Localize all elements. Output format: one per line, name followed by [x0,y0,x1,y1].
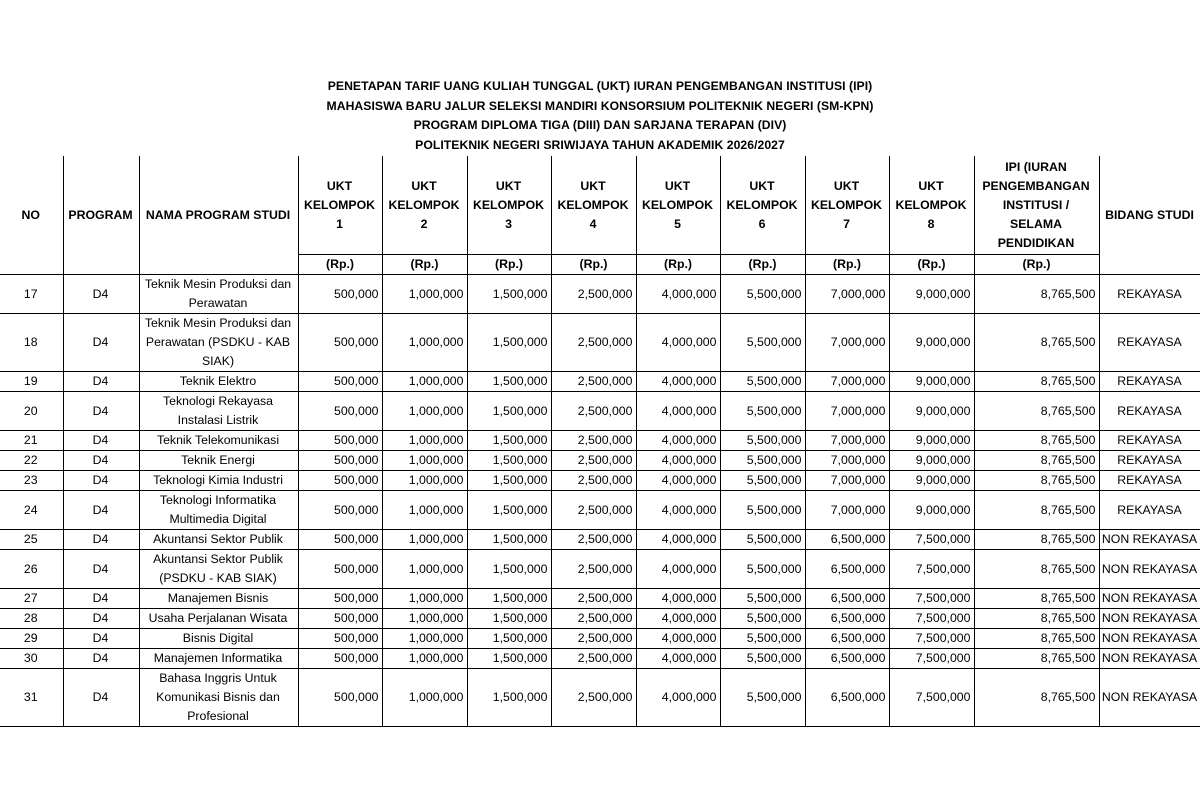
cell-ukt-kelompok-2: 1,000,000 [382,530,467,550]
cell-ukt-kelompok-5: 4,000,000 [636,530,720,550]
cell-no: 20 [0,392,63,431]
header-kelompok-label: KELOMPOK 3 [472,197,545,231]
cell-program: D4 [63,372,139,392]
program-name-line: Profesional [187,709,249,723]
cell-nama-program-studi [139,471,298,491]
header-kelompok-label: KELOMPOK 5 [641,197,714,231]
header-kelompok-label: KELOMPOK 4 [557,197,629,231]
cell-ukt-kelompok-4: 2,500,000 [551,431,636,451]
cell-ipi: 8,765,500 [974,629,1099,649]
cell-nama-program-studi [139,609,298,629]
cell-ukt-kelompok-2: 1,000,000 [382,451,467,471]
cell-ukt-kelompok-7: 7,000,000 [805,451,889,471]
cell-program: D4 [63,649,139,669]
fee-table [0,156,1200,727]
header-ukt-kelompok-4 [551,156,636,255]
table-row [0,451,1200,471]
header-unit-rp: (Rp.) [889,255,974,275]
table-row [0,431,1200,451]
program-name-line: Komunikasi Bisnis dan [156,690,280,704]
header-unit-rp: (Rp.) [551,255,636,275]
cell-program: D4 [63,669,139,727]
cell-ukt-kelompok-3: 1,500,000 [467,530,551,550]
header-ukt-label: UKT [326,178,353,193]
header-unit-rp: (Rp.) [636,255,720,275]
cell-nama-program-studi [139,392,298,431]
program-name-line: SIAK) [201,354,235,368]
cell-ukt-kelompok-7: 6,500,000 [805,530,889,550]
title-line-4: POLITEKNIK NEGERI SRIWIJAYA TAHUN AKADEMIK 2026/2027 [415,137,785,152]
table-row [0,550,1200,589]
cell-ukt-kelompok-7: 7,000,000 [805,431,889,451]
program-name-line: Bisnis Digital [182,631,254,645]
header-ukt-kelompok-7 [805,156,889,255]
cell-ukt-kelompok-4: 2,500,000 [551,629,636,649]
cell-bidang-studi: REKAYASA [1099,471,1200,491]
cell-ukt-kelompok-2: 1,000,000 [382,471,467,491]
cell-program: D4 [63,314,139,372]
header-program: PROGRAM [63,156,139,275]
header-nama-program-studi: NAMA PROGRAM STUDI [139,156,298,275]
cell-ipi: 8,765,500 [974,471,1099,491]
program-name-line: Manajemen Bisnis [167,591,269,605]
cell-ukt-kelompok-5: 4,000,000 [636,491,720,530]
table-row [0,669,1200,727]
header-ukt-label: UKT [664,178,691,193]
cell-ukt-kelompok-2: 1,000,000 [382,649,467,669]
title-line-2: MAHASISWA BARU JALUR SELEKSI MANDIRI KONSORSIUM POLITEKNIK NEGERI (SM-KPN) [326,98,874,113]
cell-no: 19 [0,372,63,392]
cell-program: D4 [63,609,139,629]
header-unit-rp: (Rp.) [467,255,551,275]
cell-ukt-kelompok-3: 1,500,000 [467,669,551,727]
cell-ukt-kelompok-8: 7,500,000 [889,669,974,727]
cell-ukt-kelompok-1: 500,000 [298,530,382,550]
program-name-line: Teknologi Kimia Industri [153,473,283,487]
cell-ukt-kelompok-5: 4,000,000 [636,451,720,471]
cell-ukt-kelompok-6: 5,500,000 [720,609,805,629]
cell-ukt-kelompok-3: 1,500,000 [467,431,551,451]
cell-program: D4 [63,589,139,609]
cell-ukt-kelompok-5: 4,000,000 [636,471,720,491]
cell-ukt-kelompok-5: 4,000,000 [636,669,720,727]
cell-ukt-kelompok-1: 500,000 [298,314,382,372]
cell-ukt-kelompok-4: 2,500,000 [551,491,636,530]
cell-ukt-kelompok-8: 9,000,000 [889,314,974,372]
table-row [0,491,1200,530]
table-row [0,314,1200,372]
header-ukt-label: UKT [411,178,437,193]
program-name-line: Usaha Perjalanan Wisata [148,611,288,625]
table-row [0,629,1200,649]
cell-ukt-kelompok-3: 1,500,000 [467,372,551,392]
cell-ukt-kelompok-1: 500,000 [298,275,382,314]
cell-ukt-kelompok-6: 5,500,000 [720,471,805,491]
cell-ukt-kelompok-1: 500,000 [298,372,382,392]
cell-nama-program-studi [139,451,298,471]
cell-ukt-kelompok-4: 2,500,000 [551,589,636,609]
cell-ipi: 8,765,500 [974,372,1099,392]
table-row [0,530,1200,550]
cell-ukt-kelompok-1: 500,000 [298,550,382,589]
cell-nama-program-studi [139,275,298,314]
cell-ukt-kelompok-6: 5,500,000 [720,314,805,372]
header-ukt-label: UKT [833,178,860,193]
cell-program: D4 [63,491,139,530]
cell-ukt-kelompok-1: 500,000 [298,451,382,471]
cell-program: D4 [63,471,139,491]
cell-ukt-kelompok-8: 9,000,000 [889,491,974,530]
cell-ukt-kelompok-5: 4,000,000 [636,609,720,629]
cell-bidang-studi: NON REKAYASA [1099,649,1200,669]
cell-ukt-kelompok-5: 4,000,000 [636,629,720,649]
cell-ukt-kelompok-5: 4,000,000 [636,550,720,589]
header-unit-rp: (Rp.) [720,255,805,275]
cell-program: D4 [63,629,139,649]
header-ukt-kelompok-5 [636,156,720,255]
program-name-line: Teknologi Rekayasa [162,394,274,408]
cell-ukt-kelompok-8: 7,500,000 [889,550,974,589]
program-name-line: Instalasi Listrik [177,413,259,427]
cell-ukt-kelompok-3: 1,500,000 [467,649,551,669]
program-name-line: (PSDKU - KAB SIAK) [159,571,277,585]
cell-bidang-studi: REKAYASA [1099,431,1200,451]
cell-ukt-kelompok-3: 1,500,000 [467,314,551,372]
cell-ukt-kelompok-4: 2,500,000 [551,471,636,491]
header-ukt-kelompok-1 [298,156,382,255]
cell-no: 29 [0,629,63,649]
cell-ukt-kelompok-8: 9,000,000 [889,451,974,471]
cell-ipi: 8,765,500 [974,589,1099,609]
cell-ipi: 8,765,500 [974,669,1099,727]
cell-nama-program-studi [139,589,298,609]
cell-ipi: 8,765,500 [974,275,1099,314]
cell-ukt-kelompok-6: 5,500,000 [720,649,805,669]
cell-ukt-kelompok-1: 500,000 [298,669,382,727]
cell-program: D4 [63,392,139,431]
title-line-3: PROGRAM DIPLOMA TIGA (DIII) DAN SARJANA TERAPAN (DIV) [413,118,787,132]
cell-ukt-kelompok-8: 9,000,000 [889,431,974,451]
cell-ukt-kelompok-8: 9,000,000 [889,275,974,314]
table-row [0,609,1200,629]
program-name-line: Teknik Energi [181,453,255,467]
cell-bidang-studi: REKAYASA [1099,372,1200,392]
cell-ukt-kelompok-5: 4,000,000 [636,372,720,392]
program-name-line: Teknologi Informatika [159,493,277,507]
cell-ukt-kelompok-3: 1,500,000 [467,471,551,491]
cell-ukt-kelompok-1: 500,000 [298,392,382,431]
cell-ukt-kelompok-4: 2,500,000 [551,314,636,372]
cell-nama-program-studi [139,372,298,392]
header-kelompok-label: KELOMPOK 6 [726,197,798,231]
cell-no: 30 [0,649,63,669]
cell-ukt-kelompok-4: 2,500,000 [551,530,636,550]
header-bidang-studi: BIDANG STUDI [1099,156,1200,275]
cell-ipi: 8,765,500 [974,392,1099,431]
cell-ukt-kelompok-8: 7,500,000 [889,530,974,550]
cell-ukt-kelompok-7: 7,000,000 [805,372,889,392]
program-name-line: Perawatan (PSDKU - KAB [145,335,291,349]
cell-ukt-kelompok-6: 5,500,000 [720,392,805,431]
cell-program: D4 [63,275,139,314]
cell-ukt-kelompok-6: 5,500,000 [720,372,805,392]
cell-ukt-kelompok-4: 2,500,000 [551,550,636,589]
cell-no: 17 [0,275,63,314]
cell-ukt-kelompok-8: 7,500,000 [889,589,974,609]
cell-ukt-kelompok-2: 1,000,000 [382,550,467,589]
cell-ukt-kelompok-4: 2,500,000 [551,275,636,314]
cell-program: D4 [63,530,139,550]
header-ipi [974,156,1099,255]
header-ukt-label: UKT [749,178,775,193]
cell-ipi: 8,765,500 [974,431,1099,451]
header-unit-rp: (Rp.) [805,255,889,275]
cell-bidang-studi: REKAYASA [1099,275,1200,314]
cell-ukt-kelompok-8: 7,500,000 [889,649,974,669]
cell-ukt-kelompok-5: 4,000,000 [636,275,720,314]
cell-ipi: 8,765,500 [974,609,1099,629]
cell-ukt-kelompok-2: 1,000,000 [382,431,467,451]
cell-ukt-kelompok-6: 5,500,000 [720,550,805,589]
cell-ukt-kelompok-2: 1,000,000 [382,589,467,609]
cell-ipi: 8,765,500 [974,530,1099,550]
cell-ukt-kelompok-6: 5,500,000 [720,629,805,649]
cell-ukt-kelompok-5: 4,000,000 [636,431,720,451]
cell-ukt-kelompok-5: 4,000,000 [636,392,720,431]
cell-no: 18 [0,314,63,372]
cell-ukt-kelompok-7: 6,500,000 [805,649,889,669]
cell-ukt-kelompok-6: 5,500,000 [720,491,805,530]
cell-ukt-kelompok-3: 1,500,000 [467,550,551,589]
cell-ukt-kelompok-2: 1,000,000 [382,392,467,431]
title-line-1: PENETAPAN TARIF UANG KULIAH TUNGGAL (UKT) IURAN PENGEMBANGAN INSTITUSI (IPI) [327,79,873,93]
cell-no: 25 [0,530,63,550]
cell-ukt-kelompok-8: 9,000,000 [889,372,974,392]
cell-nama-program-studi [139,431,298,451]
cell-ukt-kelompok-4: 2,500,000 [551,669,636,727]
cell-ukt-kelompok-3: 1,500,000 [467,451,551,471]
cell-ukt-kelompok-6: 5,500,000 [720,669,805,727]
cell-ukt-kelompok-5: 4,000,000 [636,589,720,609]
document-title [0,77,1200,155]
cell-ukt-kelompok-7: 7,000,000 [805,491,889,530]
cell-no: 31 [0,669,63,727]
table-row [0,372,1200,392]
cell-ukt-kelompok-2: 1,000,000 [382,314,467,372]
header-ukt-kelompok-2 [382,156,467,255]
table-row [0,471,1200,491]
cell-bidang-studi: NON REKAYASA [1099,609,1200,629]
cell-no: 28 [0,609,63,629]
cell-ukt-kelompok-7: 7,000,000 [805,392,889,431]
cell-ukt-kelompok-4: 2,500,000 [551,451,636,471]
cell-ukt-kelompok-1: 500,000 [298,589,382,609]
cell-ukt-kelompok-3: 1,500,000 [467,491,551,530]
header-unit-rp: (Rp.) [974,255,1099,275]
cell-ukt-kelompok-8: 9,000,000 [889,471,974,491]
cell-nama-program-studi [139,649,298,669]
header-ipi-line: PENGEMBANGAN [982,178,1090,193]
cell-ipi: 8,765,500 [974,451,1099,471]
cell-ukt-kelompok-2: 1,000,000 [382,372,467,392]
cell-ukt-kelompok-7: 6,500,000 [805,589,889,609]
header-ukt-kelompok-8 [889,156,974,255]
cell-ukt-kelompok-6: 5,500,000 [720,530,805,550]
header-ipi-line: INSTITUSI / [1002,197,1070,212]
cell-ukt-kelompok-7: 6,500,000 [805,629,889,649]
program-name-line: Perawatan [188,296,248,310]
cell-ukt-kelompok-5: 4,000,000 [636,649,720,669]
program-name-line: Teknik Telekomunikasi [156,433,280,447]
cell-ukt-kelompok-2: 1,000,000 [382,669,467,727]
cell-bidang-studi: REKAYASA [1099,491,1200,530]
header-ipi-line: IPI (IURAN [1005,159,1067,174]
cell-bidang-studi: REKAYASA [1099,392,1200,431]
cell-ukt-kelompok-3: 1,500,000 [467,609,551,629]
cell-ipi: 8,765,500 [974,491,1099,530]
cell-bidang-studi: NON REKAYASA [1099,530,1200,550]
program-name-line: Teknik Mesin Produksi dan [144,277,292,291]
header-unit-rp: (Rp.) [298,255,382,275]
cell-ukt-kelompok-7: 7,000,000 [805,314,889,372]
program-name-line: Manajemen Informatika [153,651,283,665]
header-ukt-kelompok-6 [720,156,805,255]
table-row [0,589,1200,609]
cell-ukt-kelompok-8: 9,000,000 [889,392,974,431]
header-kelompok-label: KELOMPOK 7 [810,197,883,231]
cell-ipi: 8,765,500 [974,550,1099,589]
cell-no: 23 [0,471,63,491]
cell-program: D4 [63,550,139,589]
program-name-line: Teknik Elektro [179,374,257,388]
program-name-line: Teknik Mesin Produksi dan [144,316,292,330]
header-ukt-label: UKT [495,178,522,193]
program-name-line: Akuntansi Sektor Publik [153,532,283,546]
cell-bidang-studi: NON REKAYASA [1099,629,1200,649]
cell-ukt-kelompok-1: 500,000 [298,649,382,669]
cell-program: D4 [63,451,139,471]
cell-ukt-kelompok-2: 1,000,000 [382,629,467,649]
program-name-line: Bahasa Inggris Untuk [159,671,277,685]
cell-ukt-kelompok-1: 500,000 [298,471,382,491]
cell-ipi: 8,765,500 [974,314,1099,372]
header-ukt-kelompok-3 [467,156,551,255]
cell-no: 22 [0,451,63,471]
cell-bidang-studi: NON REKAYASA [1099,669,1200,727]
cell-nama-program-studi [139,314,298,372]
header-ipi-line: SELAMA [1010,216,1062,231]
cell-ukt-kelompok-8: 7,500,000 [889,609,974,629]
header-unit-rp: (Rp.) [382,255,467,275]
cell-bidang-studi: NON REKAYASA [1099,589,1200,609]
cell-ukt-kelompok-3: 1,500,000 [467,589,551,609]
cell-ukt-kelompok-8: 7,500,000 [889,629,974,649]
cell-ukt-kelompok-4: 2,500,000 [551,392,636,431]
header-kelompok-label: KELOMPOK 2 [388,197,460,231]
program-name-line: Akuntansi Sektor Publik [153,552,283,566]
cell-program: D4 [63,431,139,451]
cell-ukt-kelompok-6: 5,500,000 [720,275,805,314]
cell-ukt-kelompok-3: 1,500,000 [467,392,551,431]
cell-ukt-kelompok-3: 1,500,000 [467,275,551,314]
cell-ukt-kelompok-6: 5,500,000 [720,589,805,609]
cell-nama-program-studi [139,550,298,589]
header-no: NO [0,156,63,275]
cell-ukt-kelompok-2: 1,000,000 [382,275,467,314]
program-name-line: Multimedia Digital [169,512,267,526]
cell-ukt-kelompok-1: 500,000 [298,431,382,451]
header-kelompok-label: KELOMPOK 8 [895,197,967,231]
cell-no: 24 [0,491,63,530]
cell-ukt-kelompok-5: 4,000,000 [636,314,720,372]
cell-ukt-kelompok-6: 5,500,000 [720,431,805,451]
header-kelompok-label: KELOMPOK 1 [303,197,376,231]
cell-ukt-kelompok-7: 7,000,000 [805,275,889,314]
cell-ukt-kelompok-7: 7,000,000 [805,471,889,491]
header-ipi-line: PENDIDIKAN [997,235,1075,250]
cell-ukt-kelompok-7: 6,500,000 [805,609,889,629]
table-row [0,275,1200,314]
cell-ukt-kelompok-2: 1,000,000 [382,491,467,530]
cell-bidang-studi: REKAYASA [1099,314,1200,372]
table-body [0,275,1200,727]
cell-ukt-kelompok-2: 1,000,000 [382,609,467,629]
cell-no: 27 [0,589,63,609]
cell-ukt-kelompok-3: 1,500,000 [467,629,551,649]
header-ukt-label: UKT [580,178,606,193]
cell-bidang-studi: REKAYASA [1099,451,1200,471]
cell-ukt-kelompok-7: 6,500,000 [805,669,889,727]
cell-ipi: 8,765,500 [974,649,1099,669]
cell-ukt-kelompok-6: 5,500,000 [720,451,805,471]
table-row [0,649,1200,669]
cell-bidang-studi: NON REKAYASA [1099,550,1200,589]
cell-no: 26 [0,550,63,589]
cell-no: 21 [0,431,63,451]
cell-ukt-kelompok-7: 6,500,000 [805,550,889,589]
cell-nama-program-studi [139,530,298,550]
cell-ukt-kelompok-1: 500,000 [298,629,382,649]
header-ukt-label: UKT [918,178,944,193]
cell-ukt-kelompok-4: 2,500,000 [551,649,636,669]
table-row [0,392,1200,431]
cell-nama-program-studi [139,629,298,649]
cell-ukt-kelompok-1: 500,000 [298,609,382,629]
cell-nama-program-studi [139,669,298,727]
cell-ukt-kelompok-4: 2,500,000 [551,372,636,392]
cell-nama-program-studi [139,491,298,530]
cell-ukt-kelompok-1: 500,000 [298,491,382,530]
cell-ukt-kelompok-4: 2,500,000 [551,609,636,629]
